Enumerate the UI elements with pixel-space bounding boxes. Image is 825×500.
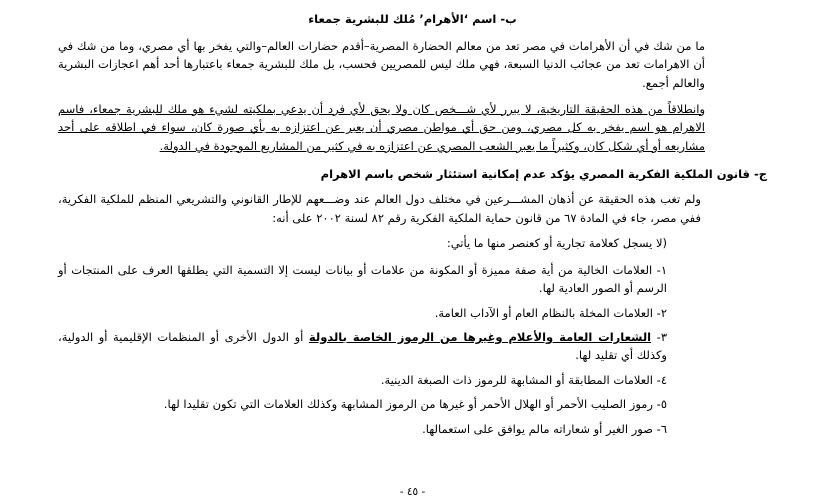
list-item-text: أو الدول الأخرى أو المنظمات الإقليمية أو الدولية، وكذلك أي تقليد لها. <box>58 330 667 363</box>
document-body <box>58 10 767 438</box>
paragraph-2: وانطلاقاً من هذه الحقيقة التاريخية، لا يبرر لأي شـــخص كان ولا يحق لأي فرد أن يدعي بملكيته لشيء هو ملك للبشرية جمعاء، فاسم الاهرام هو اسم يفخر به كل مصري، ومن حق أي مواطن مصري أن يعبر عن اعتزازه به بأي صورة كان، سواء في اطلاقه على أحد مشاريعه أو أي شكل كان، وكثيراً ما يعبر الشعب المصري عن اعتزازه به في كثير من المشاريع الموجودة في الدولة. <box>58 101 705 153</box>
list-item <box>58 261 667 298</box>
list-item-number: ٦- <box>656 421 667 436</box>
section-heading-b: ب- اسم ‘الأهرام’ مُلك للبشرية جمعاء <box>308 12 517 26</box>
list-item-number: ٤- <box>656 372 667 387</box>
list-item-text: صور الغير أو شعاراته مالم يوافق على استعمالها. <box>422 421 653 436</box>
list-item-number: ٥- <box>656 397 667 412</box>
list-item <box>58 420 667 438</box>
paragraph-3: ولم تغب هذه الحقيقة عن أذهان المشـــرعين في مختلف دول العالم عند وضـــعهم للإطار القانوني والتشريعي المنظم للملكية الفكرية، ففي مصر، جاء في المادة ٦٧ من قانون حماية الملكية الفكرية رقم ٨٢ لسنة ٢٠٠٢ على أنه: <box>58 192 701 225</box>
list-item <box>58 328 667 365</box>
list-item <box>58 304 667 322</box>
paragraph-1: ما من شك في أن الأهرامات في مصر تعد من معالم الحضارة المصرية–أقدم حضارات العالم–والتي يفخر بها أي مصري، وما من شك في أن الاهرامات تعد من عجائب الدنيا السبعة، فهي ملك ليس للمصريين فحسب، بل ملك للبشرية جمعاء باعتبارها أحد أهم اعجازات البشرية والعالم أجمع. <box>58 38 705 90</box>
prohibited-marks-list <box>58 261 767 438</box>
list-item-text: العلامات المخلة بالنظام العام أو الآداب العامة. <box>434 305 653 320</box>
section-heading-c: ج- قانون الملكية الفكرية المصري يؤكد عدم إمكانية استئثار شخص باسم الاهرام <box>320 167 767 182</box>
list-intro: (لا يسجل كعلامة تجارية أو كعنصر منها ما يأتي: <box>446 236 667 251</box>
list-item-number: ١- <box>656 262 667 277</box>
list-item-text: العلامات الخالية من أية صفة مميزة أو المكونة من علامات أو بيانات ليست إلا التسمية التي يطلقها العرف على المنتجات أو الرسم أو الصور العادية لها. <box>58 262 667 296</box>
list-item <box>58 395 667 413</box>
list-item-emphasis: الشعارات العامة والأعلام وغيرها من الرموز الخاصة بالدولة <box>308 330 652 345</box>
list-item-text: رموز الصليب الأحمر أو الهلال الأحمر أو غيرها من الرموز المشابهة وكذلك العلامات التي تكون تقليدا لها. <box>163 397 653 412</box>
list-item-text: العلامات المطابقة أو المشابهة للرموز ذات الصبغة الدينية. <box>380 372 653 387</box>
list-item-number: ٢- <box>656 305 667 320</box>
page-number: - ٤٥ - <box>399 486 426 498</box>
list-item-number: ٣- <box>656 330 667 345</box>
list-item <box>58 371 667 389</box>
